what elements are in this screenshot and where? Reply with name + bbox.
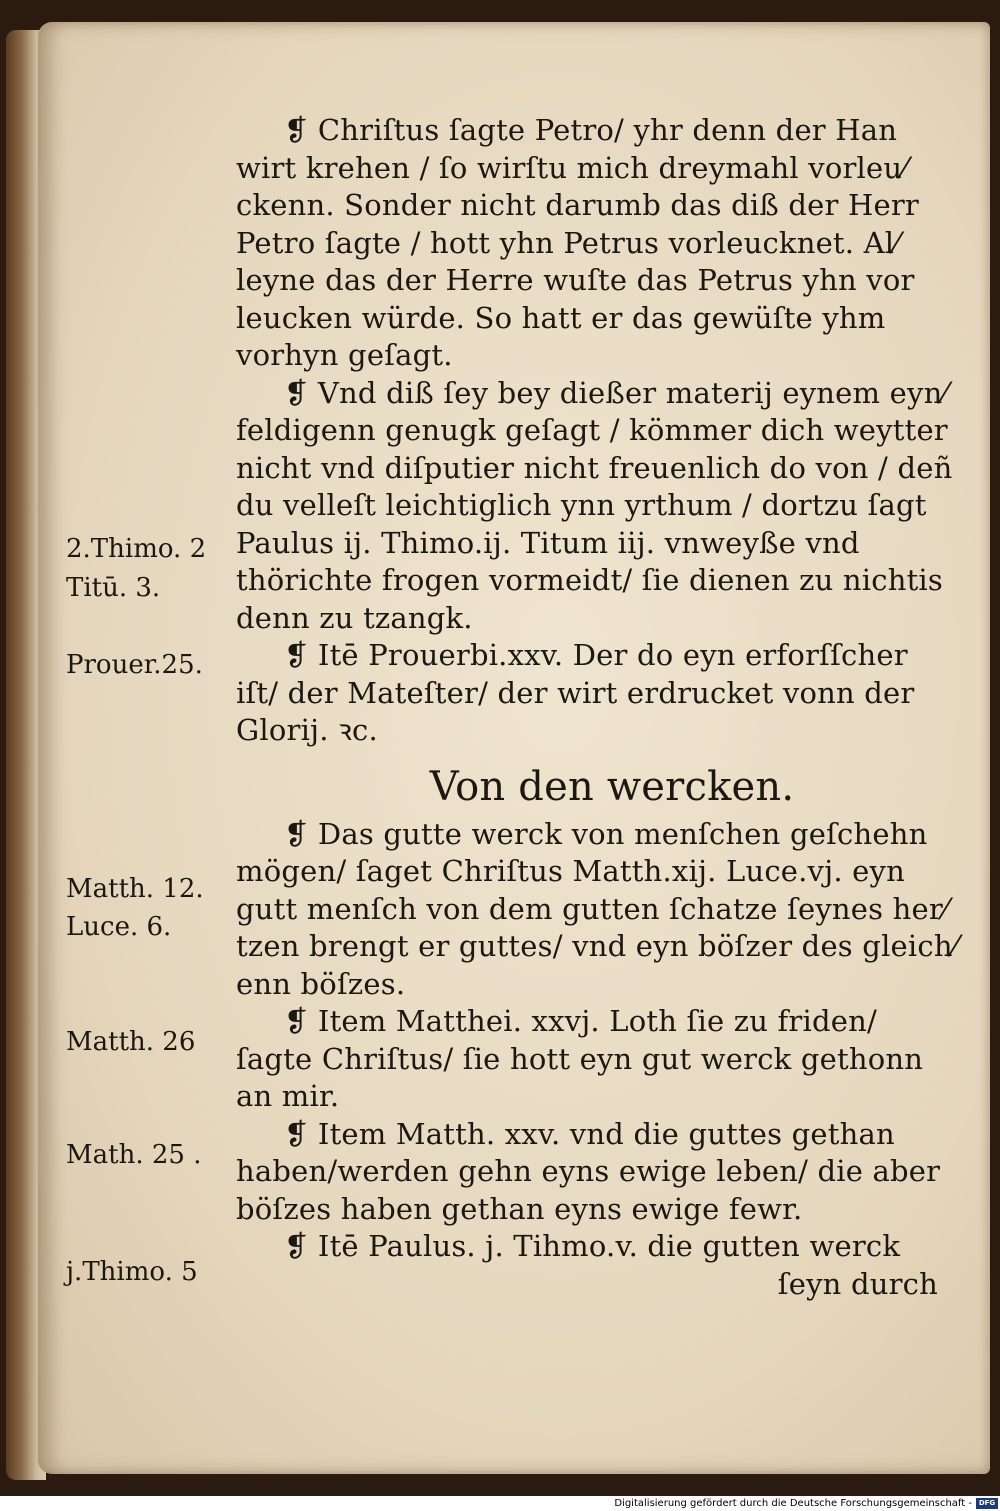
text-line: feldigenn genugk geſagt / kömmer dich weytter xyxy=(236,413,948,447)
text-line: tzen brengt er guttes/ vnd eyn böſzer des gleich⁄ xyxy=(236,929,958,963)
margin-note: Matth. 12. xyxy=(66,874,204,904)
text-line: nicht vnd diſputier nicht freuenlich do von / deñ xyxy=(236,450,953,485)
margin-note: 2.Thimo. 2 xyxy=(66,534,207,564)
text-line: ❡ Das gutte werck von menſchen geſchehn xyxy=(284,816,928,851)
text-line: ❡ Item Matth. xxv. vnd die guttes gethan xyxy=(284,1116,895,1151)
text-line: ſeyn durch xyxy=(777,1266,938,1301)
margin-note: Prouer.25. xyxy=(66,650,203,680)
text-line: Petro ſagte / hott yhn Petrus vorleucknet. Al⁄ xyxy=(236,225,900,260)
text-line: Glorij. ꝛc. xyxy=(236,713,378,747)
dfg-logo: DFG xyxy=(976,1498,998,1509)
text-line: ❡ Chriſtus ſagte Petro/ yhr denn der Han xyxy=(284,113,898,147)
text-line: iſt/ der Mateſter/ der wirt erdrucket vonn der xyxy=(236,675,915,710)
text-line: wirt krehen / ſo wirſtu mich dreymahl vorleu⁄ xyxy=(236,150,908,185)
text-line: ckenn. Sonder nicht darumb das diß der Herr xyxy=(236,188,919,222)
text-line: denn zu tzangk. xyxy=(236,600,473,635)
text-line: an mir. xyxy=(236,1079,340,1113)
text-line: ❡ Itē Prouerbi.xxv. Der do eyn erforſſcher xyxy=(284,638,908,672)
text-line: thörichte frogen vormeidt/ ſie dienen zu nichtis xyxy=(236,563,943,597)
section-heading: Von den wercken. xyxy=(429,763,795,810)
footer-credit: Digitalisierung gefördert durch die Deutsche Forschungsgemeinschaft - xyxy=(614,1498,972,1509)
margin-note: Luce. 6. xyxy=(66,912,172,942)
text-line: mögen/ ſaget Chriſtus Matth.xij. Luce.vj. eyn xyxy=(236,854,905,888)
text-line: ſagte Chriſtus/ ſie hott eyn gut werck gethonn xyxy=(236,1041,924,1076)
margin-note: j.Thimo. 5 xyxy=(66,1257,198,1287)
main-text xyxy=(236,112,958,1303)
text-line: leyne das der Herre wuſte das Petrus yhn vor xyxy=(236,263,915,297)
text-line: du velleſt leichtiglich ynn yrthum / dortzu ſagt xyxy=(236,488,927,522)
text-line: ❡ Item Matthei. xxvj. Loth ſie zu friden/ xyxy=(284,1004,877,1038)
footer-bar xyxy=(0,1496,1000,1511)
text-line: vorhyn geſagt. xyxy=(236,338,453,372)
text-line: ❡ Vnd diß ſey bey dießer materij eynem eyn⁄ xyxy=(284,375,948,410)
text-line: böſzes haben gethan eyns ewige fewr. xyxy=(236,1191,803,1226)
text-line: leucken würde. So hatt er das gewüſte yhm xyxy=(236,300,886,335)
margin-note: Math. 25 . xyxy=(66,1140,202,1170)
margin-note: Matth. 26 xyxy=(66,1027,196,1057)
text-line: enn böſzes. xyxy=(236,966,406,1001)
text-line: gutt menſch von dem gutten ſchatze ſeynes her⁄ xyxy=(236,891,948,926)
margin-note: Titū. 3. xyxy=(66,573,161,603)
text-line: haben/werden gehn eyns ewige leben/ die aber xyxy=(236,1154,941,1188)
text-line: Paulus ij. Thimo.ij. Titum iij. vnweyße vnd xyxy=(236,525,860,560)
text-line: ❡ Itē Paulus. j. Tihmo.v. die gutten werck xyxy=(284,1229,901,1263)
